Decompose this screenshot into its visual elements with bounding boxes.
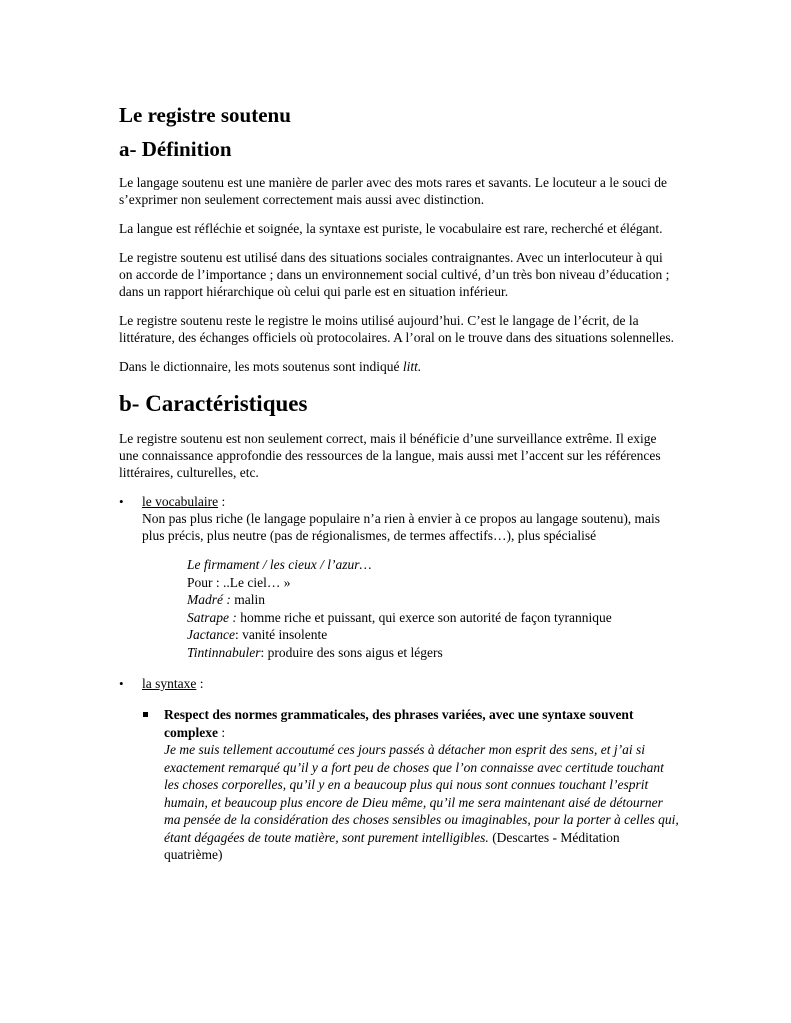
quote-source: (Descartes - Méditation quatrième) bbox=[164, 829, 620, 862]
example-line bbox=[187, 591, 679, 609]
dictionary-abbrev: litt. bbox=[402, 359, 422, 374]
paragraph: Le registre soutenu reste le registre le moins utilisé aujourd’hui. C’est le langage de l’écrit, de la littérature, des échanges officiels où protocolaires. A l’oral on le trouve dans des situations solennelles. bbox=[119, 313, 674, 345]
example-def: homme riche et puissant, qui exerce son autorité de façon tyrannique bbox=[236, 609, 612, 625]
example-line bbox=[187, 556, 679, 574]
descartes-quote: Je me suis tellement accoutumé ces jours passés à détacher mon esprit des sens, et j’ai si exactement remarqué qu’il y a fort peu de choses que l’on connaisse avec certitude touchant les choses corporelles, qu’il y en a beaucoup plus qui nous sont connues touchant l’esprit humain, et beaucoup plus encore de Dieu même, qu’il me sera maintenant aisé de détourner ma pensée de la considération des choses sensibles ou imaginables, pour la porter à celles qui, étant dégagées de toute matière, sont purement intelligibles. bbox=[164, 742, 679, 845]
syntax-rule-colon: : bbox=[217, 724, 226, 740]
list-item-vocabulary bbox=[119, 493, 679, 661]
dictionary-text: Dans le dictionnaire, les mots soutenus sont indiqué bbox=[119, 359, 403, 374]
paragraph: Le registre soutenu est utilisé dans des situations sociales contraignantes. Avec un interlocuteur à qui on accorde de l’importance ; dans un environnement social cultivé, d’un très bon niveau d’éducation ; dans un rapport hiérarchique où celui qui parle est en situation inférieur. bbox=[119, 250, 670, 299]
example-def: : vanité insolente bbox=[234, 627, 328, 642]
syntax-sublist bbox=[142, 706, 679, 864]
example-term: Le firmament / les cieux / l’azur… bbox=[187, 557, 372, 572]
example-term: Tintinnabuler bbox=[187, 644, 261, 660]
syntax-label: la syntaxe bbox=[142, 676, 197, 691]
dictionary-paragraph bbox=[119, 358, 679, 375]
document-body bbox=[119, 102, 679, 864]
example-term: Satrape : bbox=[187, 609, 237, 625]
paragraph: Le registre soutenu est non seulement correct, mais il bénéficie d’une surveillance extrême. Il exige une connaissance approfondie des ressources de la langue, mais aussi met l’accent sur les références littéraires, culturelles, etc. bbox=[119, 431, 661, 480]
example-line bbox=[187, 626, 679, 644]
document-title: Le registre soutenu bbox=[119, 103, 291, 127]
characteristics-list bbox=[119, 493, 679, 864]
example-line bbox=[187, 609, 679, 627]
vocabulary-colon: : bbox=[218, 494, 226, 509]
example-def: : produire des sons aigus et légers bbox=[260, 644, 443, 660]
section-b-heading: b- Caractéristiques bbox=[119, 391, 308, 416]
vocabulary-label: le vocabulaire bbox=[142, 494, 219, 509]
example-def: malin bbox=[230, 592, 265, 607]
list-item-syntax bbox=[119, 675, 679, 864]
paragraph: La langue est réfléchie et soignée, la syntaxe est puriste, le vocabulaire est rare, recherché et élégant. bbox=[119, 221, 663, 236]
syntax-colon: : bbox=[196, 676, 204, 691]
example-def: Pour : ..Le ciel… » bbox=[187, 574, 291, 590]
paragraph: Le langage soutenu est une manière de parler avec des mots rares et savants. Le locuteur a le souci de s’exprimer non seulement correctement mais aussi avec distinction. bbox=[119, 175, 668, 207]
vocabulary-examples bbox=[187, 556, 679, 661]
section-a-heading: a- Définition bbox=[119, 137, 232, 161]
syntax-rule: Respect des normes grammaticales, des phrases variées, avec une syntaxe souvent complexe bbox=[164, 707, 634, 740]
syntax-sub-item bbox=[142, 706, 679, 864]
example-term: Madré : bbox=[187, 592, 231, 607]
example-term: Jactance bbox=[187, 627, 235, 642]
example-line bbox=[187, 644, 679, 662]
vocabulary-text: Non pas plus riche (le langage populaire n’a rien à envier à ce propos au langage soutenu), mais plus précis, plus neutre (pas de régionalismes, de termes affectifs…), plus spécialisé bbox=[142, 511, 661, 543]
example-line bbox=[187, 574, 679, 592]
